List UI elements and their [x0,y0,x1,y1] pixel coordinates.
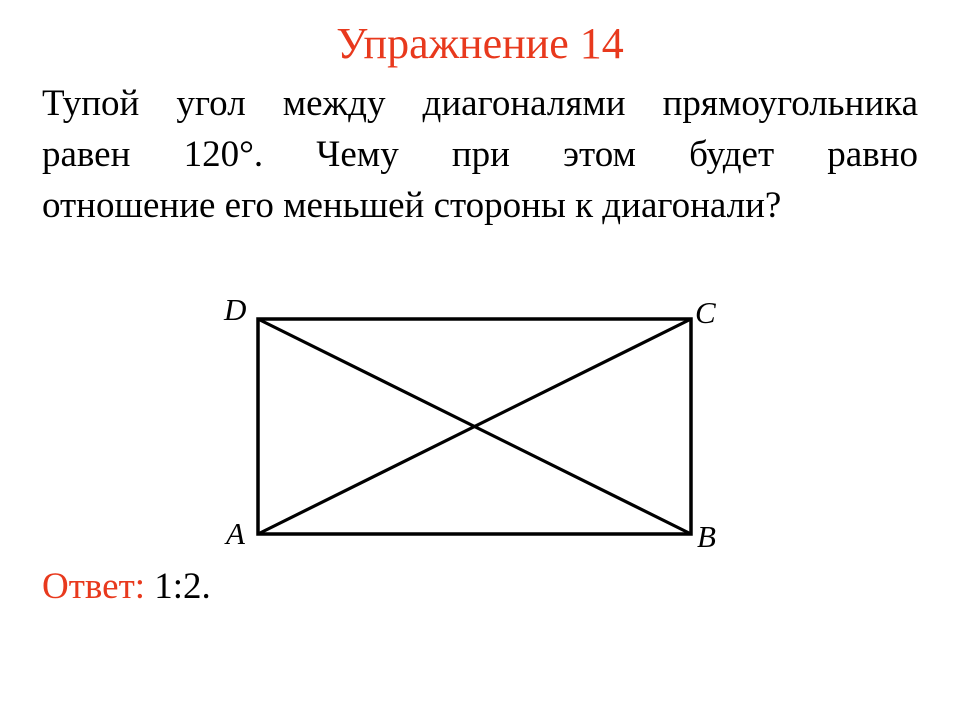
problem-line-3: отношение его меньшей стороны к диагонали? [42,185,782,226]
problem-line-1: Тупой угол между диагоналями прямоугольника [42,83,918,124]
vertex-label-c: C [695,295,716,330]
answer-value: 1:2. [154,566,211,607]
vertex-label-b: B [697,519,716,554]
answer-label: Ответ: [42,566,146,607]
problem-line-2: равен 120°. Чему при этом будет равно [42,134,918,175]
answer [42,562,211,612]
vertex-label-d: D [224,292,247,327]
page-title: Упражнение 14 [336,19,624,68]
vertex-label-a: A [226,516,245,551]
